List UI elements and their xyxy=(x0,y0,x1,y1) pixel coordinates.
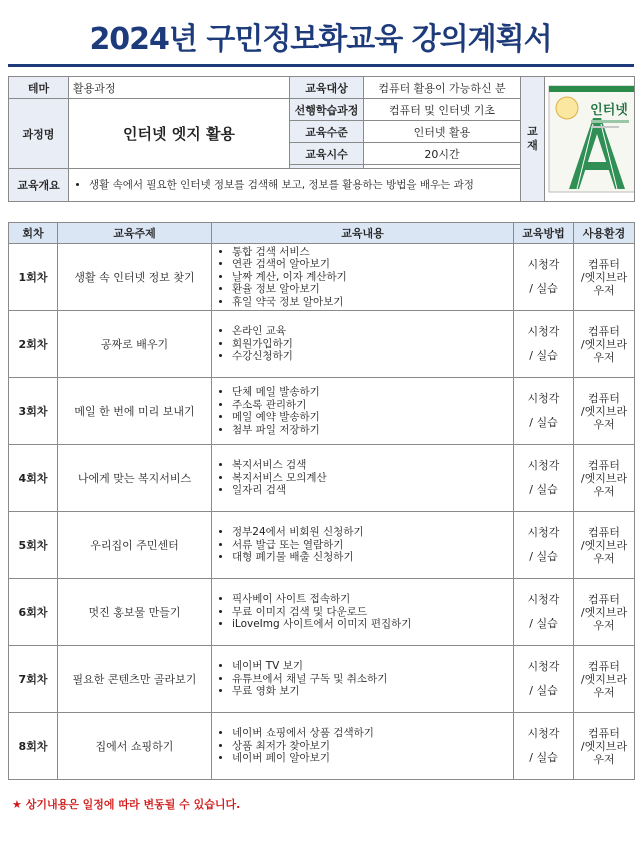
session-topic: 우리집이 주민센터 xyxy=(58,512,212,579)
theme-value: 활용과정 xyxy=(69,77,290,99)
content-list xyxy=(216,386,509,436)
session-content xyxy=(212,311,514,378)
content-list xyxy=(216,660,509,698)
method-primary: 시청각 xyxy=(527,727,560,740)
content-list xyxy=(216,459,509,497)
overview-value: • 생활 속에서 필요한 인터넷 정보를 검색해 보고, 정보를 활용하는 방법을 배우는 과정 xyxy=(89,179,516,192)
content-item: • 온라인 교육 xyxy=(232,325,509,338)
content-item: • 주소록 관리하기 xyxy=(232,399,509,412)
session-number: 5회차 xyxy=(9,512,58,579)
content-item: • 네이버 페이 알아보기 xyxy=(232,752,509,765)
prereq-label: 선행학습과정 xyxy=(290,99,364,121)
session-row xyxy=(9,512,635,579)
method-secondary: / 실습 xyxy=(529,483,558,496)
environment-text: 컴퓨터 /엣지브라 우저 xyxy=(580,659,628,699)
lecture-plan-table xyxy=(8,222,635,780)
textbook-image-cell xyxy=(545,77,635,202)
content-item: • 휴일 약국 정보 알아보기 xyxy=(232,296,509,309)
header-session: 회차 xyxy=(9,223,58,244)
content-item: • 서류 발급 또는 열람하기 xyxy=(232,539,509,552)
session-row xyxy=(9,713,635,780)
overview-label: 교육개요 xyxy=(9,169,69,202)
method-primary: 시청각 xyxy=(527,660,560,673)
content-item: • 정부24에서 비회원 신청하기 xyxy=(232,526,509,539)
level-label: 교육수준 xyxy=(290,121,364,143)
session-number: 7회차 xyxy=(9,646,58,713)
session-method xyxy=(514,579,574,646)
session-environment xyxy=(574,311,635,378)
content-item: • 환율 정보 알아보기 xyxy=(232,283,509,296)
session-row xyxy=(9,646,635,713)
content-item: • 복지서비스 모의계산 xyxy=(232,472,509,485)
session-number: 2회차 xyxy=(9,311,58,378)
prereq-value: 컴퓨터 및 인터넷 기초 xyxy=(364,99,521,121)
session-environment xyxy=(574,512,635,579)
content-list xyxy=(216,727,509,765)
environment-text: 컴퓨터 /엣지브라 우저 xyxy=(580,592,628,632)
method-primary: 시청각 xyxy=(527,459,560,472)
session-row xyxy=(9,378,635,445)
method-primary: 시청각 xyxy=(527,392,560,405)
environment-text: 컴퓨터 /엣지브라 우저 xyxy=(580,391,628,431)
session-row xyxy=(9,445,635,512)
content-list xyxy=(216,246,509,309)
session-number: 8회차 xyxy=(9,713,58,780)
session-content xyxy=(212,512,514,579)
page-title: 2024년 구민정보화교육 강의계획서 xyxy=(89,22,552,57)
session-number: 3회차 xyxy=(9,378,58,445)
session-method xyxy=(514,244,574,311)
session-environment xyxy=(574,244,635,311)
textbook-cover-svg xyxy=(547,84,635,194)
method-primary: 시청각 xyxy=(527,258,560,271)
session-row xyxy=(9,244,635,311)
textbook-cover-image xyxy=(547,84,635,194)
environment-text: 컴퓨터 /엣지브라 우저 xyxy=(580,726,628,766)
session-number: 6회차 xyxy=(9,579,58,646)
content-list xyxy=(216,526,509,564)
session-environment xyxy=(574,646,635,713)
content-item: • 첨부 파일 저장하기 xyxy=(232,424,509,437)
target-value: 컴퓨터 활용이 가능하신 분 xyxy=(364,77,521,99)
textbook-label xyxy=(521,77,545,202)
content-item: • 유튜브에서 채널 구독 및 취소하기 xyxy=(232,673,509,686)
header-topic: 교육주제 xyxy=(58,223,212,244)
hours-value: 20시간 xyxy=(364,143,521,165)
environment-text: 컴퓨터 /엣지브라 우저 xyxy=(580,324,628,364)
environment-text: 컴퓨터 /엣지브라 우저 xyxy=(580,458,628,498)
textbook-label-text: 교재 xyxy=(527,125,538,152)
session-number: 1회차 xyxy=(9,244,58,311)
overview-cell xyxy=(69,169,521,202)
course-label: 과정명 xyxy=(9,99,69,169)
session-method xyxy=(514,311,574,378)
content-item: • 회원가입하기 xyxy=(232,338,509,351)
content-item: • 단체 메일 발송하기 xyxy=(232,386,509,399)
content-item: • 통합 검색 서비스 xyxy=(232,246,509,259)
textbook-cover-title: 인터넷 xyxy=(590,103,628,118)
hours-label: 교육시수 xyxy=(290,143,364,165)
content-list xyxy=(216,325,509,363)
content-item: • 대형 폐기물 배출 신청하기 xyxy=(232,551,509,564)
content-item: • 무료 이미지 검색 및 다운로드 xyxy=(232,606,509,619)
content-item: • 픽사베이 사이트 접속하기 xyxy=(232,593,509,606)
session-method xyxy=(514,713,574,780)
method-secondary: / 실습 xyxy=(529,751,558,764)
environment-text: 컴퓨터 /엣지브라 우저 xyxy=(580,257,628,297)
method-primary: 시청각 xyxy=(527,593,560,606)
header-method: 교육방법 xyxy=(514,223,574,244)
session-environment xyxy=(574,445,635,512)
method-secondary: / 실습 xyxy=(529,684,558,697)
session-number: 4회차 xyxy=(9,445,58,512)
content-item: • 상품 최저가 찾아보기 xyxy=(232,740,509,753)
course-info-table xyxy=(8,76,635,202)
session-content xyxy=(212,646,514,713)
content-item: • 무료 영화 보기 xyxy=(232,685,509,698)
content-item: • 날짜 계산, 이자 계산하기 xyxy=(232,271,509,284)
content-item: • 네이버 쇼핑에서 상품 검색하기 xyxy=(232,727,509,740)
session-topic: 공짜로 배우기 xyxy=(58,311,212,378)
method-secondary: / 실습 xyxy=(529,416,558,429)
content-item: • 수강신청하기 xyxy=(232,350,509,363)
session-topic: 나에게 맞는 복지서비스 xyxy=(58,445,212,512)
content-item: • iLoveImg 사이트에서 이미지 편집하기 xyxy=(232,618,509,631)
session-content xyxy=(212,713,514,780)
method-primary: 시청각 xyxy=(527,526,560,539)
target-label: 교육대상 xyxy=(290,77,364,99)
content-list xyxy=(216,593,509,631)
session-topic: 생활 속 인터넷 정보 찾기 xyxy=(58,244,212,311)
environment-text: 컴퓨터 /엣지브라 우저 xyxy=(580,525,628,565)
header-environment: 사용환경 xyxy=(574,223,635,244)
plan-header-row xyxy=(9,223,635,244)
session-environment xyxy=(574,579,635,646)
title-divider xyxy=(8,64,634,67)
session-method xyxy=(514,512,574,579)
session-environment xyxy=(574,713,635,780)
header-content: 교육내용 xyxy=(212,223,514,244)
course-name: 인터넷 엣지 활용 xyxy=(69,99,290,169)
session-row xyxy=(9,311,635,378)
session-method xyxy=(514,378,574,445)
method-secondary: / 실습 xyxy=(529,550,558,563)
session-content xyxy=(212,378,514,445)
method-secondary: / 실습 xyxy=(529,282,558,295)
content-item: • 복지서비스 검색 xyxy=(232,459,509,472)
session-content xyxy=(212,579,514,646)
session-content xyxy=(212,445,514,512)
session-row xyxy=(9,579,635,646)
content-item: • 네이버 TV 보기 xyxy=(232,660,509,673)
level-value: 인터넷 활용 xyxy=(364,121,521,143)
method-secondary: / 실습 xyxy=(529,349,558,362)
session-topic: 메일 한 번에 미리 보내기 xyxy=(58,378,212,445)
theme-label: 테마 xyxy=(9,77,69,99)
content-item: • 메일 예약 발송하기 xyxy=(232,411,509,424)
plan-body xyxy=(9,244,635,780)
session-method xyxy=(514,445,574,512)
session-environment xyxy=(574,378,635,445)
session-topic: 집에서 쇼핑하기 xyxy=(58,713,212,780)
session-method xyxy=(514,646,574,713)
method-secondary: / 실습 xyxy=(529,617,558,630)
content-item: • 일자리 검색 xyxy=(232,484,509,497)
session-topic: 멋진 홍보물 만들기 xyxy=(58,579,212,646)
content-item: • 연관 검색어 알아보기 xyxy=(232,258,509,271)
session-topic: 필요한 콘텐츠만 골라보기 xyxy=(58,646,212,713)
session-content xyxy=(212,244,514,311)
method-primary: 시청각 xyxy=(527,325,560,338)
schedule-note: ★ 상기내용은 일정에 따라 변동될 수 있습니다. xyxy=(12,798,241,811)
